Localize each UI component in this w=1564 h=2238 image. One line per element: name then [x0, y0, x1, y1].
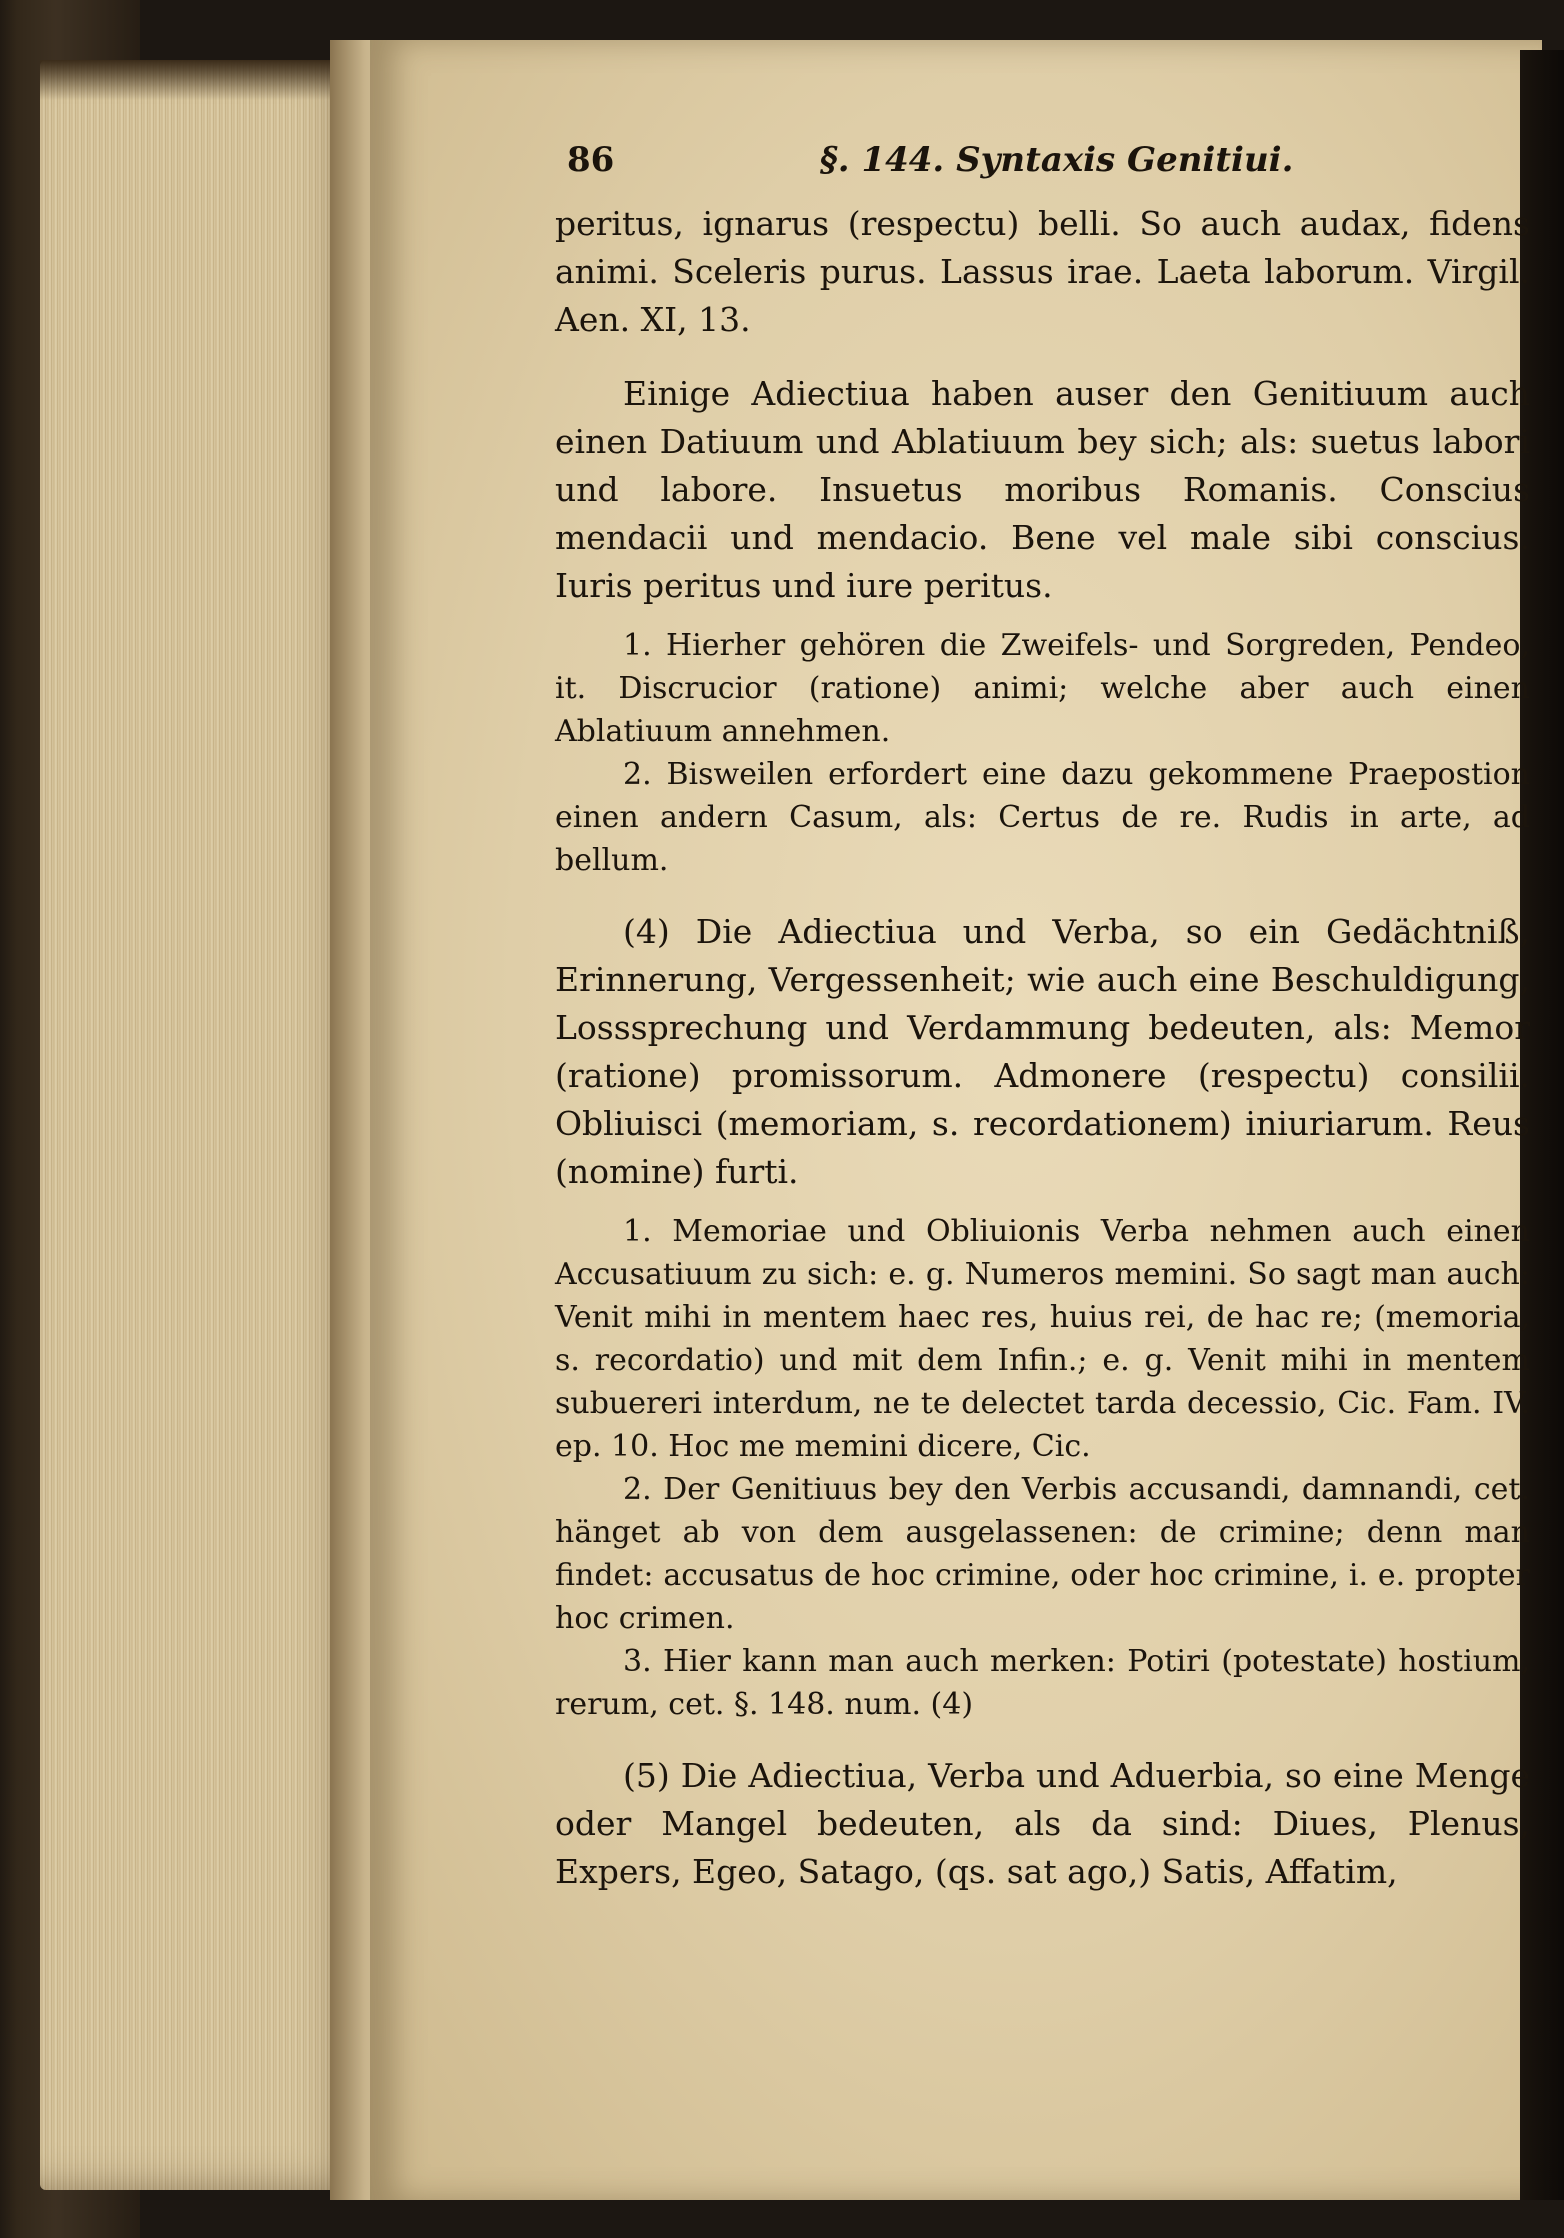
page-number: 86 — [567, 140, 615, 180]
running-header — [555, 140, 1530, 200]
note-4-2: 2. Der Genitiuus bey den Verbis accusandi, damnandi, cet. hänget ab von dem ausgelassenen: de crimine; denn man findet: accusatus de hoc crimine, oder hoc crimine, i. e. propter hoc crimen. — [555, 1472, 1530, 1636]
note-2: 2. Bisweilen erfordert eine dazu gekommene Praepostion einen andern Casum, als: Certus de re. Rudis in arte, ad bellum. — [555, 757, 1530, 878]
paragraph-5: (5) Die Adiectiua, Verba und Aduerbia, so eine Menge oder Mangel bedeuten, als da sind: Diues, Plenus, Expers, Egeo, Satago, (qs. sat ago,) Satis, Affatim, — [555, 1756, 1530, 1891]
page-stack-shadow — [40, 60, 370, 100]
page-content — [555, 140, 1530, 1896]
paragraph-4: (4) Die Adiectiua und Verba, so ein Gedächtniß, Erinnerung, Vergessenheit; wie auch eine Beschuldigung, Losssprechung und Verdammung bedeuten, als: Memor (ratione) promissorum. Admonere (respectu) consilii. Obliuisci (memoriam, s. recordationem) iniuriarum. Reus (nomine) furti. — [555, 912, 1530, 1191]
paragraph-2: Einige Adiectiua haben auser den Genitiuum auch einen Datiuum und Ablatiuum bey sich; als: suetus labori und labore. Insuetus moribus Romanis. Conscius mendacii und mendacio. Bene vel male sibi conscius. Iuris peritus und iure peritus. — [555, 374, 1530, 605]
note-1: 1. Hierher gehören die Zweifels- und Sorgreden, Pendeo, it. Discrucior (ratione) animi; welche aber auch einen Ablatiuum annehmen. — [555, 628, 1530, 749]
paragraph-1: peritus, ignarus (respectu) belli. So auch audax, fidens animi. Sceleris purus. Lassus irae. Laeta laborum. Virgil. Aen. XI, 13. — [555, 204, 1530, 339]
note-4-3: 3. Hier kann man auch merken: Potiri (potestate) hostium, rerum, cet. §. 148. num. (4) — [555, 1644, 1530, 1722]
note-4-1: 1. Memoriae und Obliuionis Verba nehmen auch einen Accusatiuum zu sich: e. g. Numeros memini. So sagt man auch: Venit mihi in mentem haec res, huius rei, de hac re; (memoria, s. recordatio) und mit dem Infin.; e. g. Venit mihi in mentem subuereri interdum, ne te delectet tarda decessio, Cic. Fam. IV. ep. 10. Hoc me memini dicere, Cic. — [555, 1214, 1530, 1464]
page-stack-edge — [40, 60, 370, 2190]
section-title: §. 144. Syntaxis Genitiui. — [820, 140, 1294, 180]
